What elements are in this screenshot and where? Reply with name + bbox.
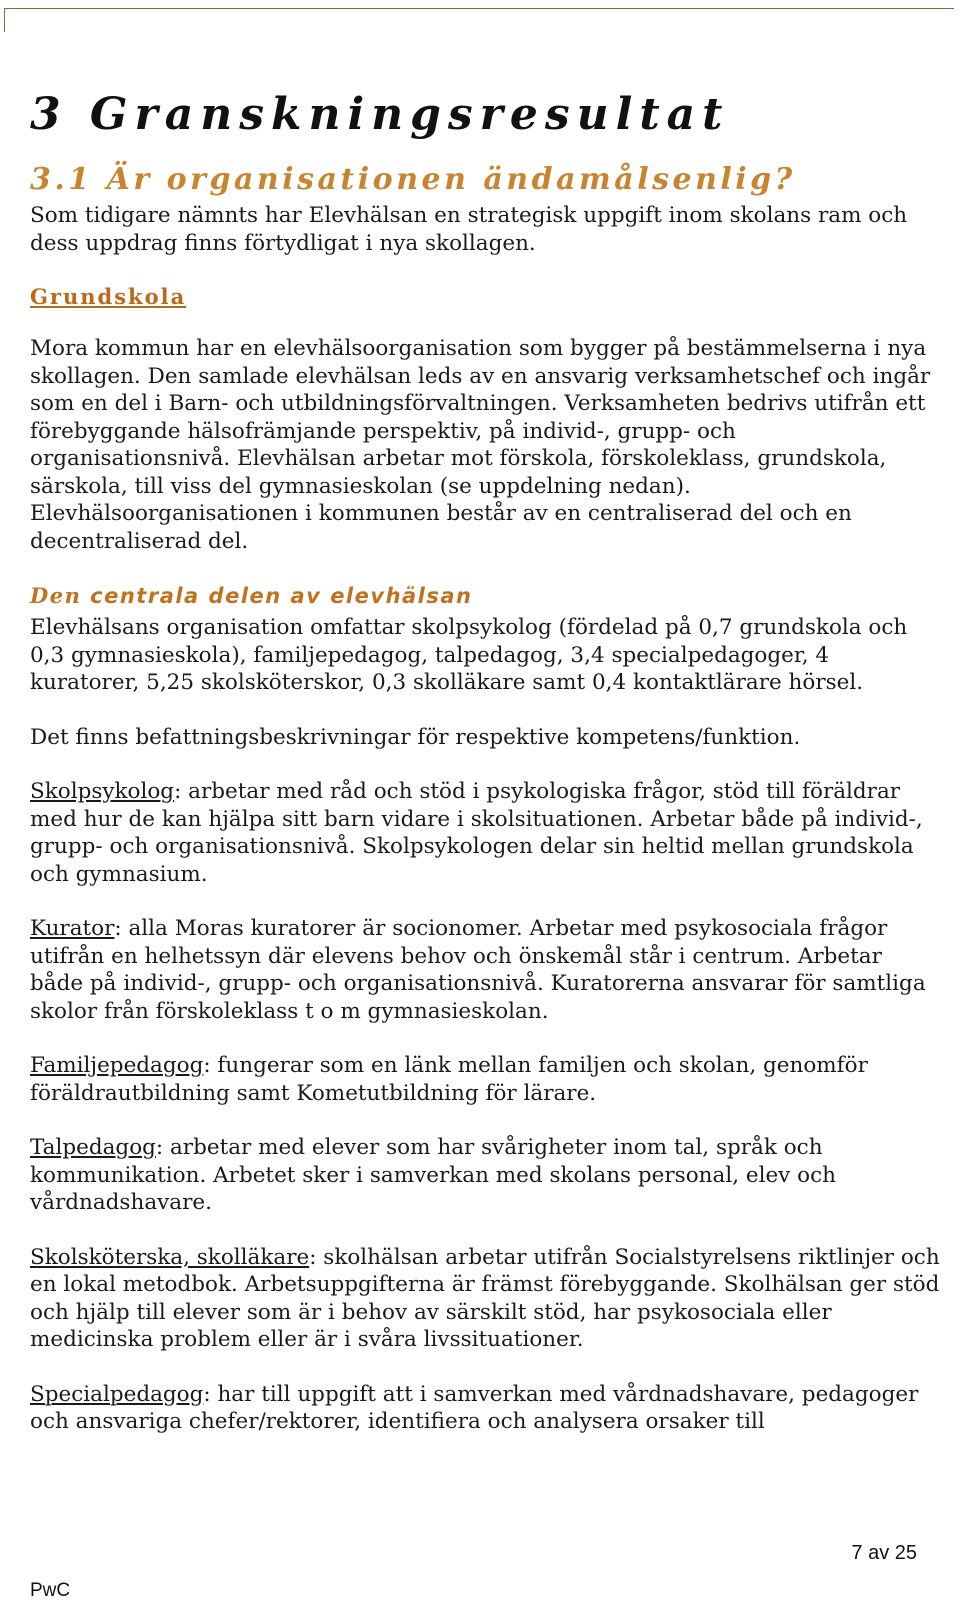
role-term: Kurator: [30, 916, 115, 941]
role-kurator: [30, 915, 940, 1025]
central-heading-lead: Den: [30, 583, 82, 608]
role-description: : fungerar som en länk mellan familjen och skolan, genomför föräldrautbildning samt Kometutbildning för lärare.: [30, 1053, 868, 1106]
role-talpedagog: [30, 1134, 940, 1217]
role-term: Skolsköterska, skolläkare: [30, 1244, 310, 1270]
role-description: : har till uppgift att i samverkan med vårdnadshavare, pedagoger och ansvariga chefer/rektorer, identifiera och analysera orsaker till: [30, 1381, 919, 1434]
header-corner-mark: [4, 8, 5, 32]
grundskola-paragraph: Mora kommun har en elevhälsoorganisation som bygger på bestämmelserna i nya skollagen. Den samlade elevhälsan leds av en ansvarig verksamhetschef och ingår som en del i Barn- och utbildningsförvaltningen. Verksamheten bedrivs utifrån ett förebyggande hälsofrämjande perspektiv, på individ-, grupp- och organisationsnivå. Elevhälsan arbetar mot förskola, förskoleklass, grundskola, särskola, till viss del gymnasieskolan (se uppdelning nedan). Elevhälsoorganisationen i kommunen består av en centraliserad del och en decentraliserad del.: [30, 336, 931, 554]
footer-brand: PwC: [30, 1580, 71, 1601]
role-term: Specialpedagog: [30, 1381, 204, 1407]
central-paragraph: Elevhälsans organisation omfattar skolpsykolog (fördelad på 0,7 grundskola och 0,3 gymnasieskola), familjepedagog, talpedagog, 3,4 specialpedagoger, 4 kuratorer, 5,25 skolsköterskor, 0,3 skolläkare samt 0,4 kontaktlärare hörsel.: [30, 615, 908, 695]
header-rule: [4, 8, 954, 9]
section-title: 3.1 Är organisationen ändamålsenlig?: [30, 162, 796, 197]
central-note: Det finns befattningsbeskrivningar för respektive kompetens/funktion.: [30, 724, 801, 750]
role-familjepedagog: [30, 1052, 940, 1107]
central-heading-rest: centrala delen av elevhälsan: [81, 584, 473, 608]
role-description: : skolhälsan arbetar utifrån Socialstyrelsens riktlinjer och en lokal metodbok. Arbetsuppgifterna är främst förebyggande. Skolhälsan ger stöd och hjälp till elever som är i behov av särskilt stöd, har psykosociala eller medicinska problem eller är i svåra livssituationer.: [30, 1244, 940, 1352]
role-description: : alla Moras kuratorer är socionomer. Arbetar med psykosociala frågor utifrån en helhetssyn där elevens behov och önskemål står i centrum. Arbetar både på individ-, grupp- och organisationsnivå. Kuratorerna ansvarar för samtliga skolor från förskoleklass t o m gymnasieskolan.: [30, 916, 926, 1024]
role-skolskoterska: [30, 1244, 940, 1354]
page-number: 7 av 25: [851, 1542, 917, 1564]
role-term: Skolpsykolog: [30, 779, 175, 804]
document-page: [30, 90, 940, 1436]
role-term: Talpedagog: [30, 1135, 156, 1160]
role-specialpedagog: [30, 1381, 940, 1436]
role-description: : arbetar med elever som har svårigheter inom tal, språk och kommunikation. Arbetet sker i samverkan med skolans personal, elev och vårdnadshavare.: [30, 1135, 836, 1215]
chapter-title: 3 Granskningsresultat: [30, 89, 730, 140]
role-skolpsykolog: [30, 778, 940, 888]
grundskola-heading: Grundskola: [30, 284, 187, 309]
role-term: Familjepedagog: [30, 1053, 204, 1078]
central-heading: [30, 582, 940, 610]
role-description: : arbetar med råd och stöd i psykologiska frågor, stöd till föräldrar med hur de kan hjälpa sitt barn vidare i skolsituationen. Arbetar både på individ-, grupp- och organisationsnivå. Skolpsykologen delar sin heltid mellan grundskola och gymnasium.: [30, 779, 923, 887]
intro-paragraph: Som tidigare nämnts har Elevhälsan en strategisk uppgift inom skolans ram och dess uppdrag finns förtydligat i nya skollagen.: [30, 203, 908, 256]
